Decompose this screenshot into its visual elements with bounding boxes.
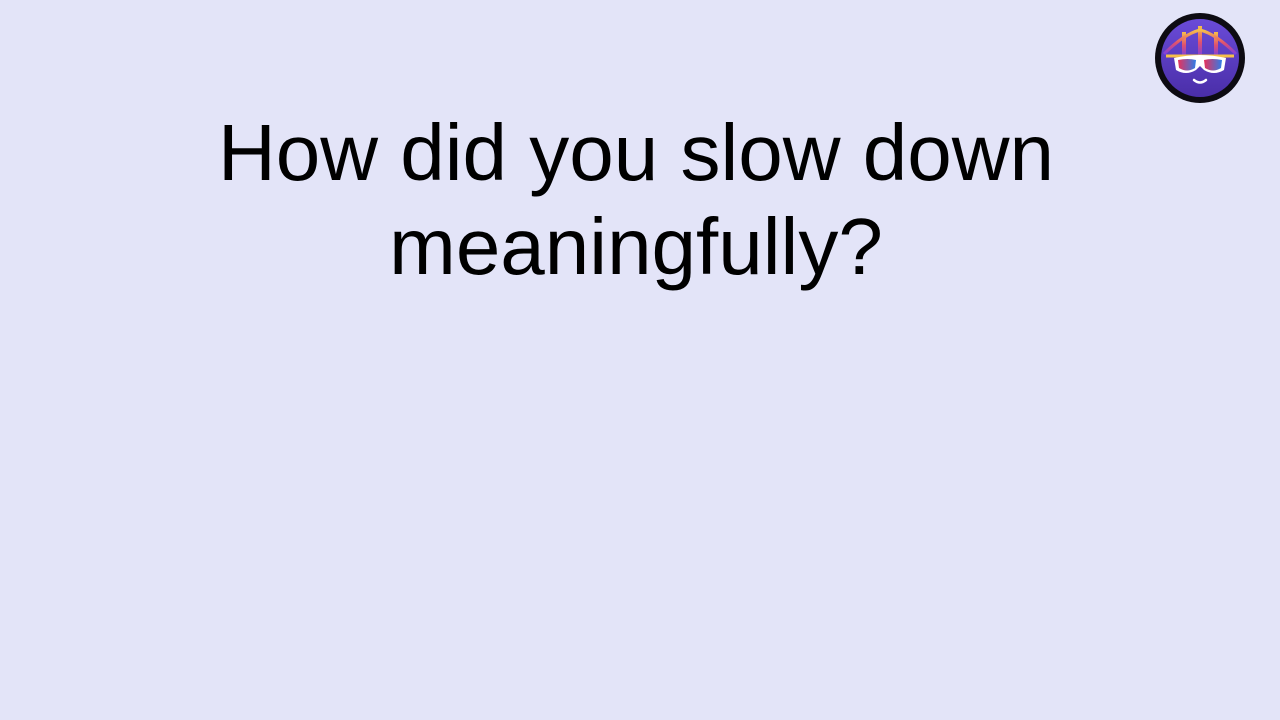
slide-title-line-1: How did you slow down: [218, 108, 1054, 197]
slide-title: [140, 106, 1132, 294]
slide-title-line-2: meaningfully?: [389, 202, 883, 291]
bridge-mascot-logo-icon: [1154, 12, 1246, 104]
